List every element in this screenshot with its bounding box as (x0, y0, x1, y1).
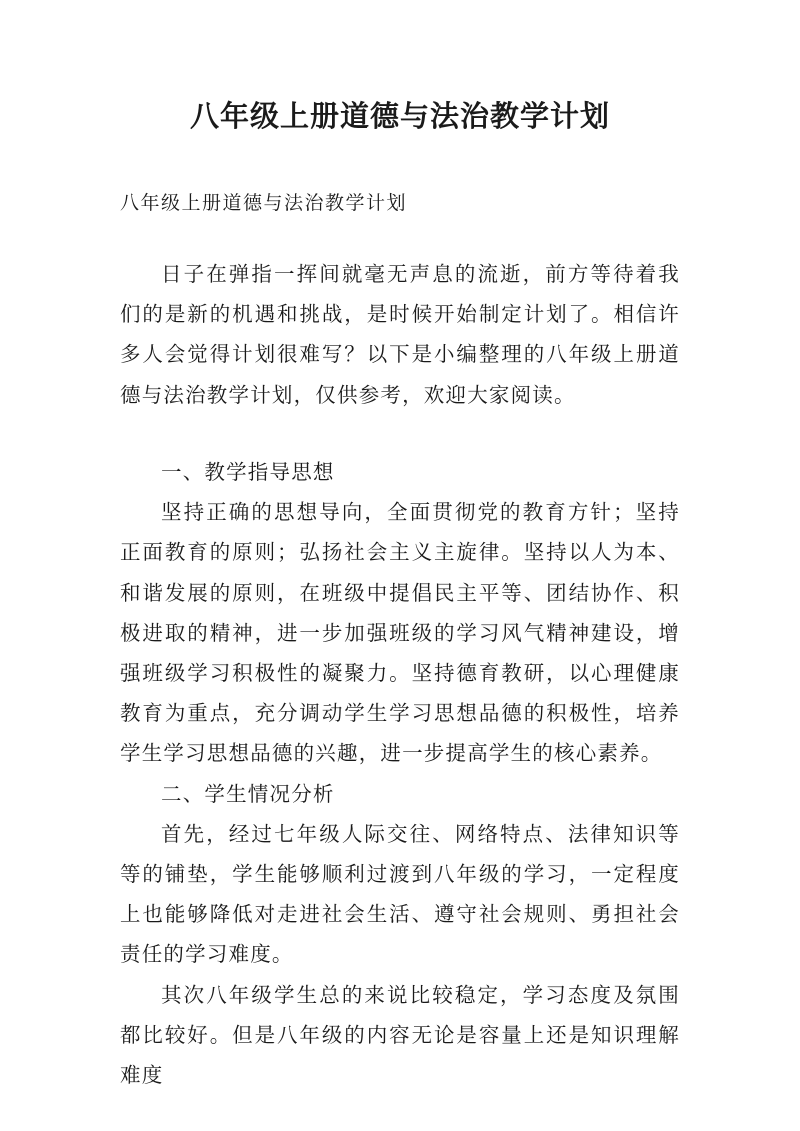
section-paragraph: 首先，经过七年级人际交往、网络特点、法律知识等等的铺垫，学生能够顺利过渡到八年级的学习，一定程度上也能够降低对走进社会生活、遵守社会规则、勇担社会责任的学习难度。 (120, 821, 680, 967)
section-paragraph: 其次八年级学生总的来说比较稳定，学习态度及氛围都比较好。但是八年级的内容无论是容量上还是知识理解难度 (120, 982, 680, 1088)
intro-paragraph: 日子在弹指一挥间就毫无声息的流逝，前方等待着我们的是新的机遇和挑战，是时候开始制定计划了。相信许多人会觉得计划很难写？以下是小编整理的八年级上册道德与法治教学计划，仅供参考，欢迎大家阅读。 (120, 262, 680, 407)
intro-block (120, 254, 680, 415)
document-subtitle: 八年级上册道德与法治教学计划 (120, 192, 408, 214)
section-paragraph: 坚持正确的思想导向，全面贯彻党的教育方针；坚持正面教育的原则；弘扬社会主义主旋律。坚持以人为本、和谐发展的原则，在班级中提倡民主平等、团结协作、积极进取的精神，进一步加强班级的学习风气精神建设，增强班级学习积极性的凝聚力。坚持德育教研，以心理健康教育为重点，充分调动学生学习思想品德的积极性，培养学生学习思想品德的兴趣，进一步提高学生的核心素养。 (120, 500, 680, 766)
sections-block (120, 452, 680, 1095)
section-heading-guiding-thought: 一、教学指导思想 (161, 460, 335, 484)
section-heading-student-analysis: 二、学生情况分析 (161, 781, 335, 806)
document-title: 八年级上册道德与法治教学计划 (189, 99, 610, 133)
